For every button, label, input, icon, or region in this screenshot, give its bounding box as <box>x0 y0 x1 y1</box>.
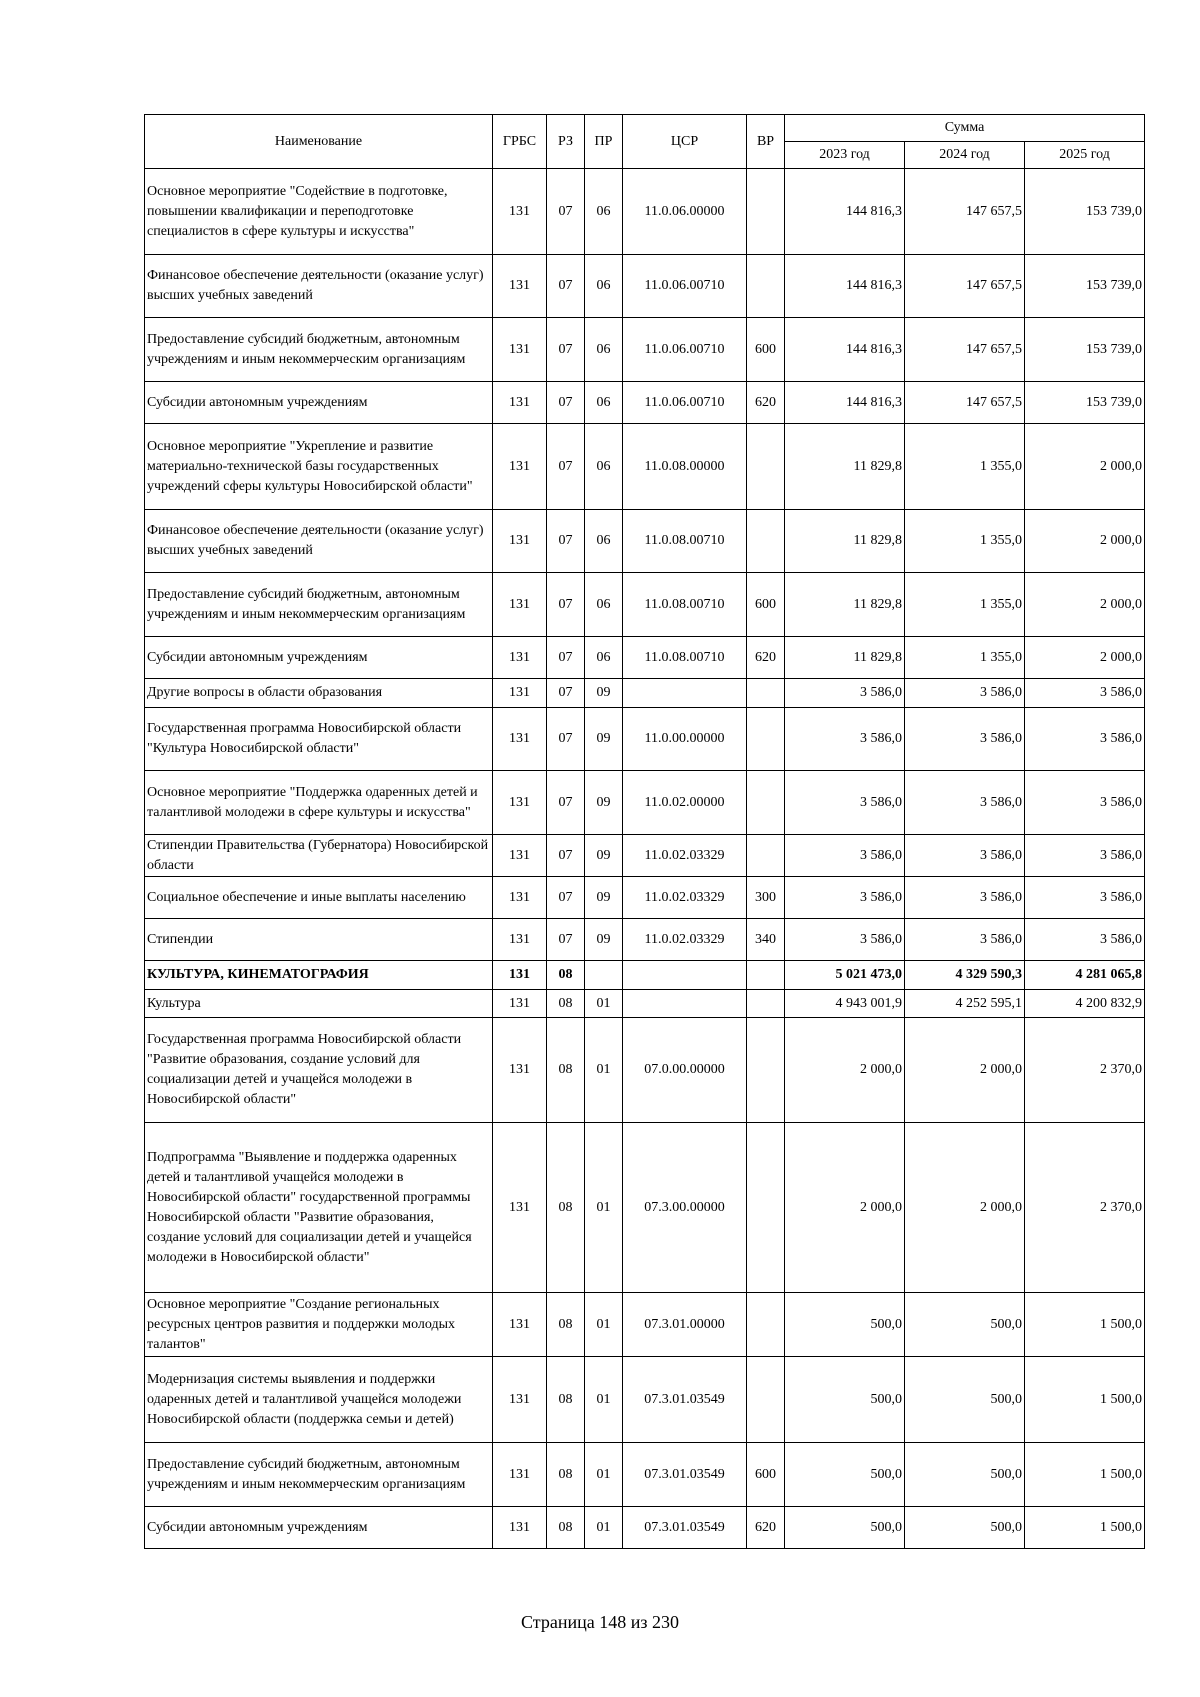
cell-name: КУЛЬТУРА, КИНЕМАТОГРАФИЯ <box>145 961 493 990</box>
cell-rz: 07 <box>547 255 585 318</box>
table-row <box>145 1018 1145 1123</box>
cell-name: Финансовое обеспечение деятельности (оказание услуг) высших учебных заведений <box>145 510 493 573</box>
cell-sum-2024: 3 586,0 <box>905 835 1025 877</box>
cell-sum-2023: 144 816,3 <box>785 382 905 424</box>
cell-rz: 07 <box>547 318 585 382</box>
cell-csr: 07.3.01.00000 <box>623 1293 747 1357</box>
cell-name: Субсидии автономным учреждениям <box>145 637 493 679</box>
cell-rz: 07 <box>547 835 585 877</box>
cell-pr: 06 <box>585 318 623 382</box>
cell-rz: 07 <box>547 573 585 637</box>
cell-csr: 11.0.08.00000 <box>623 424 747 510</box>
cell-sum-2025: 2 000,0 <box>1025 637 1145 679</box>
cell-sum-2024: 147 657,5 <box>905 169 1025 255</box>
cell-sum-2023: 144 816,3 <box>785 318 905 382</box>
budget-table <box>144 114 1145 1549</box>
cell-sum-2023: 3 586,0 <box>785 771 905 835</box>
cell-sum-2025: 3 586,0 <box>1025 679 1145 708</box>
cell-vr: 620 <box>747 1507 785 1549</box>
cell-name: Государственная программа Новосибирской области "Культура Новосибирской области" <box>145 708 493 771</box>
cell-pr: 06 <box>585 424 623 510</box>
cell-name: Модернизация системы выявления и поддержки одаренных детей и талантливой учащейся молодежи Новосибирской области (поддержка семьи и детей) <box>145 1357 493 1443</box>
cell-rz: 07 <box>547 637 585 679</box>
cell-sum-2023: 3 586,0 <box>785 919 905 961</box>
cell-vr: 600 <box>747 1443 785 1507</box>
cell-csr: 07.3.01.03549 <box>623 1507 747 1549</box>
cell-name: Социальное обеспечение и иные выплаты населению <box>145 877 493 919</box>
cell-rz: 07 <box>547 510 585 573</box>
cell-sum-2024: 3 586,0 <box>905 919 1025 961</box>
cell-sum-2024: 3 586,0 <box>905 877 1025 919</box>
cell-name: Субсидии автономным учреждениям <box>145 1507 493 1549</box>
cell-vr: 620 <box>747 637 785 679</box>
header-name: Наименование <box>145 115 493 169</box>
cell-sum-2025: 2 000,0 <box>1025 510 1145 573</box>
table-header <box>145 115 1145 169</box>
cell-name: Основное мероприятие "Поддержка одаренных детей и талантливой молодежи в сфере культуры и искусства" <box>145 771 493 835</box>
cell-pr: 09 <box>585 919 623 961</box>
cell-sum-2025: 3 586,0 <box>1025 919 1145 961</box>
cell-sum-2023: 500,0 <box>785 1293 905 1357</box>
cell-grbs: 131 <box>493 1123 547 1293</box>
cell-pr: 01 <box>585 990 623 1018</box>
cell-csr <box>623 679 747 708</box>
cell-sum-2024: 147 657,5 <box>905 255 1025 318</box>
cell-csr: 11.0.06.00710 <box>623 382 747 424</box>
table-row <box>145 573 1145 637</box>
cell-sum-2025: 2 370,0 <box>1025 1018 1145 1123</box>
table-row <box>145 708 1145 771</box>
cell-sum-2024: 500,0 <box>905 1507 1025 1549</box>
cell-grbs: 131 <box>493 510 547 573</box>
cell-grbs: 131 <box>493 255 547 318</box>
cell-sum-2025: 153 739,0 <box>1025 318 1145 382</box>
cell-sum-2023: 5 021 473,0 <box>785 961 905 990</box>
cell-vr <box>747 1357 785 1443</box>
cell-grbs: 131 <box>493 835 547 877</box>
table-row <box>145 510 1145 573</box>
table-row <box>145 382 1145 424</box>
cell-rz: 07 <box>547 708 585 771</box>
cell-csr: 11.0.08.00710 <box>623 573 747 637</box>
cell-rz: 08 <box>547 1443 585 1507</box>
cell-sum-2025: 153 739,0 <box>1025 169 1145 255</box>
cell-name: Культура <box>145 990 493 1018</box>
cell-pr: 06 <box>585 510 623 573</box>
cell-grbs: 131 <box>493 877 547 919</box>
cell-csr: 07.0.00.00000 <box>623 1018 747 1123</box>
header-grbs: ГРБС <box>493 115 547 169</box>
cell-sum-2024: 147 657,5 <box>905 382 1025 424</box>
cell-sum-2023: 2 000,0 <box>785 1018 905 1123</box>
table-row <box>145 318 1145 382</box>
cell-name: Государственная программа Новосибирской области "Развитие образования, создание условий для социализации детей и учащейся молодежи в Новосибирской области" <box>145 1018 493 1123</box>
header-csr: ЦСР <box>623 115 747 169</box>
cell-csr: 11.0.02.03329 <box>623 919 747 961</box>
cell-sum-2025: 2 370,0 <box>1025 1123 1145 1293</box>
table-row <box>145 919 1145 961</box>
cell-grbs: 131 <box>493 382 547 424</box>
table-row <box>145 1293 1145 1357</box>
cell-pr: 06 <box>585 255 623 318</box>
cell-sum-2023: 3 586,0 <box>785 708 905 771</box>
cell-pr: 06 <box>585 382 623 424</box>
cell-pr: 01 <box>585 1293 623 1357</box>
cell-sum-2025: 3 586,0 <box>1025 835 1145 877</box>
cell-sum-2025: 1 500,0 <box>1025 1443 1145 1507</box>
cell-name: Подпрограмма "Выявление и поддержка одаренных детей и талантливой учащейся молодежи в Новосибирской области" государственной программы Новосибирской области "Развитие образования, создание условий для социализации детей и учащейся молодежи в Новосибирской области" <box>145 1123 493 1293</box>
cell-sum-2023: 144 816,3 <box>785 169 905 255</box>
cell-sum-2025: 2 000,0 <box>1025 573 1145 637</box>
cell-name: Другие вопросы в области образования <box>145 679 493 708</box>
cell-vr: 600 <box>747 318 785 382</box>
header-pr: ПР <box>585 115 623 169</box>
cell-sum-2024: 3 586,0 <box>905 679 1025 708</box>
cell-pr: 01 <box>585 1018 623 1123</box>
cell-sum-2025: 3 586,0 <box>1025 771 1145 835</box>
cell-sum-2023: 4 943 001,9 <box>785 990 905 1018</box>
cell-csr: 11.0.08.00710 <box>623 637 747 679</box>
cell-vr <box>747 1293 785 1357</box>
cell-sum-2024: 500,0 <box>905 1293 1025 1357</box>
cell-vr <box>747 510 785 573</box>
cell-vr <box>747 708 785 771</box>
cell-sum-2024: 2 000,0 <box>905 1123 1025 1293</box>
cell-rz: 08 <box>547 990 585 1018</box>
cell-vr: 300 <box>747 877 785 919</box>
cell-name: Предоставление субсидий бюджетным, автономным учреждениям и иным некоммерческим организациям <box>145 318 493 382</box>
cell-vr <box>747 1018 785 1123</box>
cell-csr: 07.3.00.00000 <box>623 1123 747 1293</box>
cell-csr: 07.3.01.03549 <box>623 1443 747 1507</box>
cell-sum-2024: 1 355,0 <box>905 510 1025 573</box>
cell-sum-2024: 1 355,0 <box>905 424 1025 510</box>
cell-sum-2024: 3 586,0 <box>905 771 1025 835</box>
cell-rz: 07 <box>547 771 585 835</box>
cell-csr: 11.0.02.03329 <box>623 877 747 919</box>
table-row <box>145 877 1145 919</box>
cell-vr <box>747 771 785 835</box>
cell-csr: 11.0.08.00710 <box>623 510 747 573</box>
cell-rz: 08 <box>547 1357 585 1443</box>
cell-sum-2024: 2 000,0 <box>905 1018 1025 1123</box>
table-row <box>145 169 1145 255</box>
cell-name: Основное мероприятие "Создание региональных ресурсных центров развития и поддержки молодых талантов" <box>145 1293 493 1357</box>
cell-sum-2023: 3 586,0 <box>785 835 905 877</box>
table-row <box>145 1443 1145 1507</box>
cell-sum-2024: 1 355,0 <box>905 573 1025 637</box>
cell-rz: 07 <box>547 919 585 961</box>
cell-pr: 06 <box>585 637 623 679</box>
cell-pr: 09 <box>585 771 623 835</box>
cell-grbs: 131 <box>493 1357 547 1443</box>
table-row <box>145 961 1145 990</box>
cell-pr: 01 <box>585 1443 623 1507</box>
cell-rz: 07 <box>547 169 585 255</box>
cell-name: Финансовое обеспечение деятельности (оказание услуг) высших учебных заведений <box>145 255 493 318</box>
table-row <box>145 771 1145 835</box>
cell-sum-2023: 500,0 <box>785 1443 905 1507</box>
cell-grbs: 131 <box>493 990 547 1018</box>
cell-sum-2023: 500,0 <box>785 1357 905 1443</box>
cell-name: Основное мероприятие "Укрепление и развитие материально-технической базы государственных учреждений сферы культуры Новосибирской области" <box>145 424 493 510</box>
cell-vr <box>747 169 785 255</box>
cell-grbs: 131 <box>493 1293 547 1357</box>
cell-grbs: 131 <box>493 1443 547 1507</box>
cell-grbs: 131 <box>493 424 547 510</box>
cell-sum-2023: 500,0 <box>785 1507 905 1549</box>
cell-grbs: 131 <box>493 637 547 679</box>
cell-vr <box>747 255 785 318</box>
cell-pr: 09 <box>585 679 623 708</box>
cell-rz: 07 <box>547 424 585 510</box>
cell-sum-2025: 4 200 832,9 <box>1025 990 1145 1018</box>
cell-grbs: 131 <box>493 1018 547 1123</box>
page-number: Страница 148 из 230 <box>521 1612 679 1632</box>
cell-csr: 11.0.06.00710 <box>623 255 747 318</box>
cell-sum-2024: 500,0 <box>905 1357 1025 1443</box>
cell-sum-2025: 3 586,0 <box>1025 708 1145 771</box>
cell-csr <box>623 990 747 1018</box>
cell-sum-2024: 3 586,0 <box>905 708 1025 771</box>
cell-csr: 11.0.06.00710 <box>623 318 747 382</box>
cell-grbs: 131 <box>493 961 547 990</box>
table-row <box>145 1507 1145 1549</box>
cell-grbs: 131 <box>493 679 547 708</box>
table-row <box>145 637 1145 679</box>
header-year-2023: 2023 год <box>785 142 905 169</box>
cell-grbs: 131 <box>493 1507 547 1549</box>
cell-grbs: 131 <box>493 771 547 835</box>
cell-sum-2023: 144 816,3 <box>785 255 905 318</box>
cell-csr: 11.0.06.00000 <box>623 169 747 255</box>
cell-pr <box>585 961 623 990</box>
cell-sum-2023: 11 829,8 <box>785 573 905 637</box>
cell-grbs: 131 <box>493 708 547 771</box>
cell-vr <box>747 424 785 510</box>
cell-pr: 09 <box>585 835 623 877</box>
cell-rz: 08 <box>547 961 585 990</box>
cell-rz: 07 <box>547 679 585 708</box>
cell-vr <box>747 961 785 990</box>
cell-pr: 01 <box>585 1507 623 1549</box>
cell-sum-2025: 2 000,0 <box>1025 424 1145 510</box>
cell-pr: 09 <box>585 708 623 771</box>
cell-vr <box>747 835 785 877</box>
table-body <box>145 169 1145 1549</box>
cell-sum-2024: 147 657,5 <box>905 318 1025 382</box>
cell-rz: 07 <box>547 382 585 424</box>
cell-pr: 06 <box>585 169 623 255</box>
cell-sum-2024: 4 329 590,3 <box>905 961 1025 990</box>
cell-vr <box>747 1123 785 1293</box>
cell-csr: 11.0.02.03329 <box>623 835 747 877</box>
table-row <box>145 835 1145 877</box>
cell-grbs: 131 <box>493 919 547 961</box>
cell-rz: 08 <box>547 1507 585 1549</box>
cell-rz: 08 <box>547 1123 585 1293</box>
cell-vr: 340 <box>747 919 785 961</box>
cell-name: Стипендии <box>145 919 493 961</box>
cell-vr <box>747 679 785 708</box>
cell-name: Предоставление субсидий бюджетным, автономным учреждениям и иным некоммерческим организациям <box>145 1443 493 1507</box>
cell-grbs: 131 <box>493 318 547 382</box>
header-sum: Сумма <box>785 115 1145 142</box>
cell-sum-2025: 3 586,0 <box>1025 877 1145 919</box>
cell-sum-2024: 4 252 595,1 <box>905 990 1025 1018</box>
table-row <box>145 1123 1145 1293</box>
cell-rz: 07 <box>547 877 585 919</box>
cell-pr: 01 <box>585 1123 623 1293</box>
cell-rz: 08 <box>547 1018 585 1123</box>
cell-csr <box>623 961 747 990</box>
table-row <box>145 1357 1145 1443</box>
cell-name: Основное мероприятие "Содействие в подготовке, повышении квалификации и переподготовке специалистов в сфере культуры и искусства" <box>145 169 493 255</box>
cell-sum-2023: 3 586,0 <box>785 877 905 919</box>
cell-grbs: 131 <box>493 169 547 255</box>
cell-sum-2023: 3 586,0 <box>785 679 905 708</box>
cell-sum-2024: 1 355,0 <box>905 637 1025 679</box>
header-vr: ВР <box>747 115 785 169</box>
header-rz: РЗ <box>547 115 585 169</box>
header-year-2025: 2025 год <box>1025 142 1145 169</box>
cell-sum-2025: 4 281 065,8 <box>1025 961 1145 990</box>
cell-vr: 600 <box>747 573 785 637</box>
cell-vr <box>747 990 785 1018</box>
cell-csr: 07.3.01.03549 <box>623 1357 747 1443</box>
table-row <box>145 679 1145 708</box>
table-row <box>145 424 1145 510</box>
cell-sum-2023: 11 829,8 <box>785 637 905 679</box>
cell-csr: 11.0.02.00000 <box>623 771 747 835</box>
table-row <box>145 990 1145 1018</box>
cell-name: Стипендии Правительства (Губернатора) Новосибирской области <box>145 835 493 877</box>
cell-grbs: 131 <box>493 573 547 637</box>
cell-vr: 620 <box>747 382 785 424</box>
table-row <box>145 255 1145 318</box>
header-year-2024: 2024 год <box>905 142 1025 169</box>
cell-pr: 09 <box>585 877 623 919</box>
cell-sum-2025: 153 739,0 <box>1025 382 1145 424</box>
cell-pr: 01 <box>585 1357 623 1443</box>
cell-sum-2025: 1 500,0 <box>1025 1357 1145 1443</box>
cell-csr: 11.0.00.00000 <box>623 708 747 771</box>
cell-sum-2025: 1 500,0 <box>1025 1293 1145 1357</box>
cell-name: Предоставление субсидий бюджетным, автономным учреждениям и иным некоммерческим организациям <box>145 573 493 637</box>
cell-sum-2024: 500,0 <box>905 1443 1025 1507</box>
cell-pr: 06 <box>585 573 623 637</box>
cell-sum-2023: 11 829,8 <box>785 424 905 510</box>
cell-name: Субсидии автономным учреждениям <box>145 382 493 424</box>
cell-sum-2023: 11 829,8 <box>785 510 905 573</box>
cell-sum-2025: 1 500,0 <box>1025 1507 1145 1549</box>
cell-sum-2025: 153 739,0 <box>1025 255 1145 318</box>
cell-sum-2023: 2 000,0 <box>785 1123 905 1293</box>
cell-rz: 08 <box>547 1293 585 1357</box>
